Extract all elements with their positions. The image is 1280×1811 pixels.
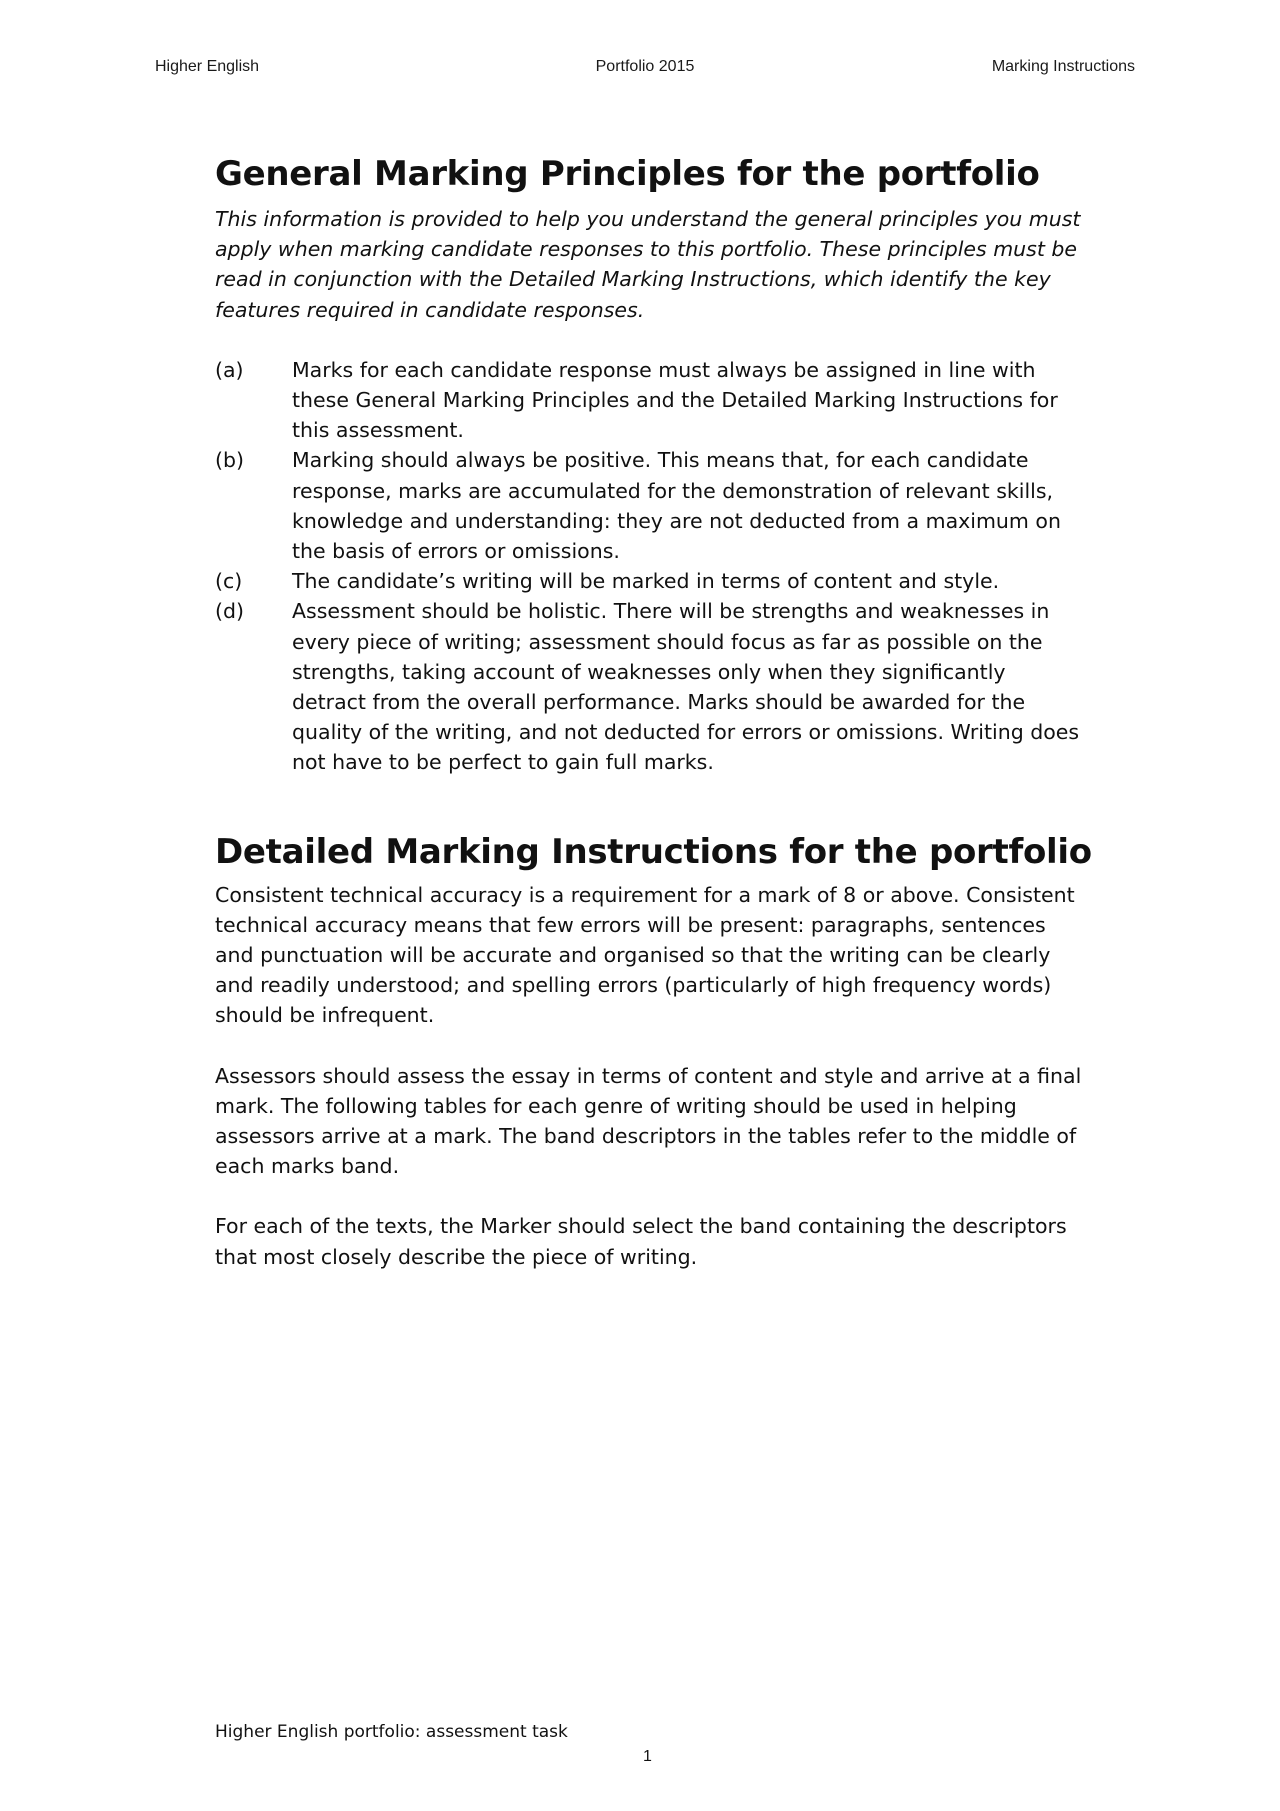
detailed-instructions-heading: Detailed Marking Instructions for the portfolio — [215, 831, 1092, 872]
list-item — [215, 445, 1085, 566]
list-item-text: Assessment should be holistic. There will be strengths and weaknesses in every piece of writing; assessment should focus as far as possible on the strengths, taking account of weaknesses only when they significantly detract from the overall performance. Marks should be awarded for the quality of the writing, and not deducted for errors or omissions. Writing does not have to be perfect to gain full marks. — [292, 599, 1080, 775]
list-item-text: Marking should always be positive. This means that, for each candidate response, marks are accumulated for the demonstration of relevant skills, knowledge and understanding: they are not deducted from a maximum on the basis of errors or omissions. — [292, 448, 1061, 564]
list-item-marker: (d) — [215, 599, 245, 624]
page-header — [155, 58, 1135, 82]
list-item — [215, 355, 1085, 446]
page-number: 1 — [643, 1748, 652, 1765]
list-item-marker: (c) — [215, 569, 243, 594]
header-section: Marking Instructions — [991, 58, 1135, 75]
page-footer: Higher English portfolio: assessment task — [215, 1722, 568, 1742]
list-item-text: The candidate’s writing will be marked in terms of content and style. — [292, 569, 1000, 594]
general-principles-heading: General Marking Principles for the portfolio — [215, 154, 1040, 194]
principles-list — [215, 355, 1085, 778]
list-item-marker: (a) — [215, 357, 244, 382]
list-item — [215, 596, 1085, 777]
header-document-title: Portfolio 2015 — [595, 58, 695, 75]
list-item-marker: (b) — [215, 448, 245, 473]
page-content — [215, 150, 1092, 1272]
detailed-paragraph-assessment: Assessors should assess the essay in terms of content and style and arrive at a final mark. The following tables for each genre of writing should be used in helping assessors arrive at a mark. The band descriptors in the tables refer to the middle of each marks band. — [215, 1063, 1082, 1179]
general-principles-intro: This information is provided to help you understand the general principles you must apply when marking candidate responses to this portfolio. These principles must be read in conjunction with the Detailed Marking Instructions, which identify the key features required in candidate responses. — [215, 207, 1081, 322]
header-subject: Higher English — [155, 58, 260, 75]
list-item — [215, 566, 1085, 596]
detailed-paragraph-accuracy: Consistent technical accuracy is a requirement for a mark of 8 or above. Consistent technical accuracy means that few errors will be present: paragraphs, sentences and punctuation will be accurate and organised so that the writing can be clearly and readily understood; and spelling errors (particularly of high frequency words) should be infrequent. — [215, 882, 1075, 1028]
detailed-paragraph-band-selection: For each of the texts, the Marker should select the band containing the descriptors that most closely describe the piece of writing. — [215, 1214, 1067, 1269]
list-item-text: Marks for each candidate response must always be assigned in line with these General Marking Principles and the Detailed Marking Instructions for this assessment. — [292, 357, 1058, 443]
